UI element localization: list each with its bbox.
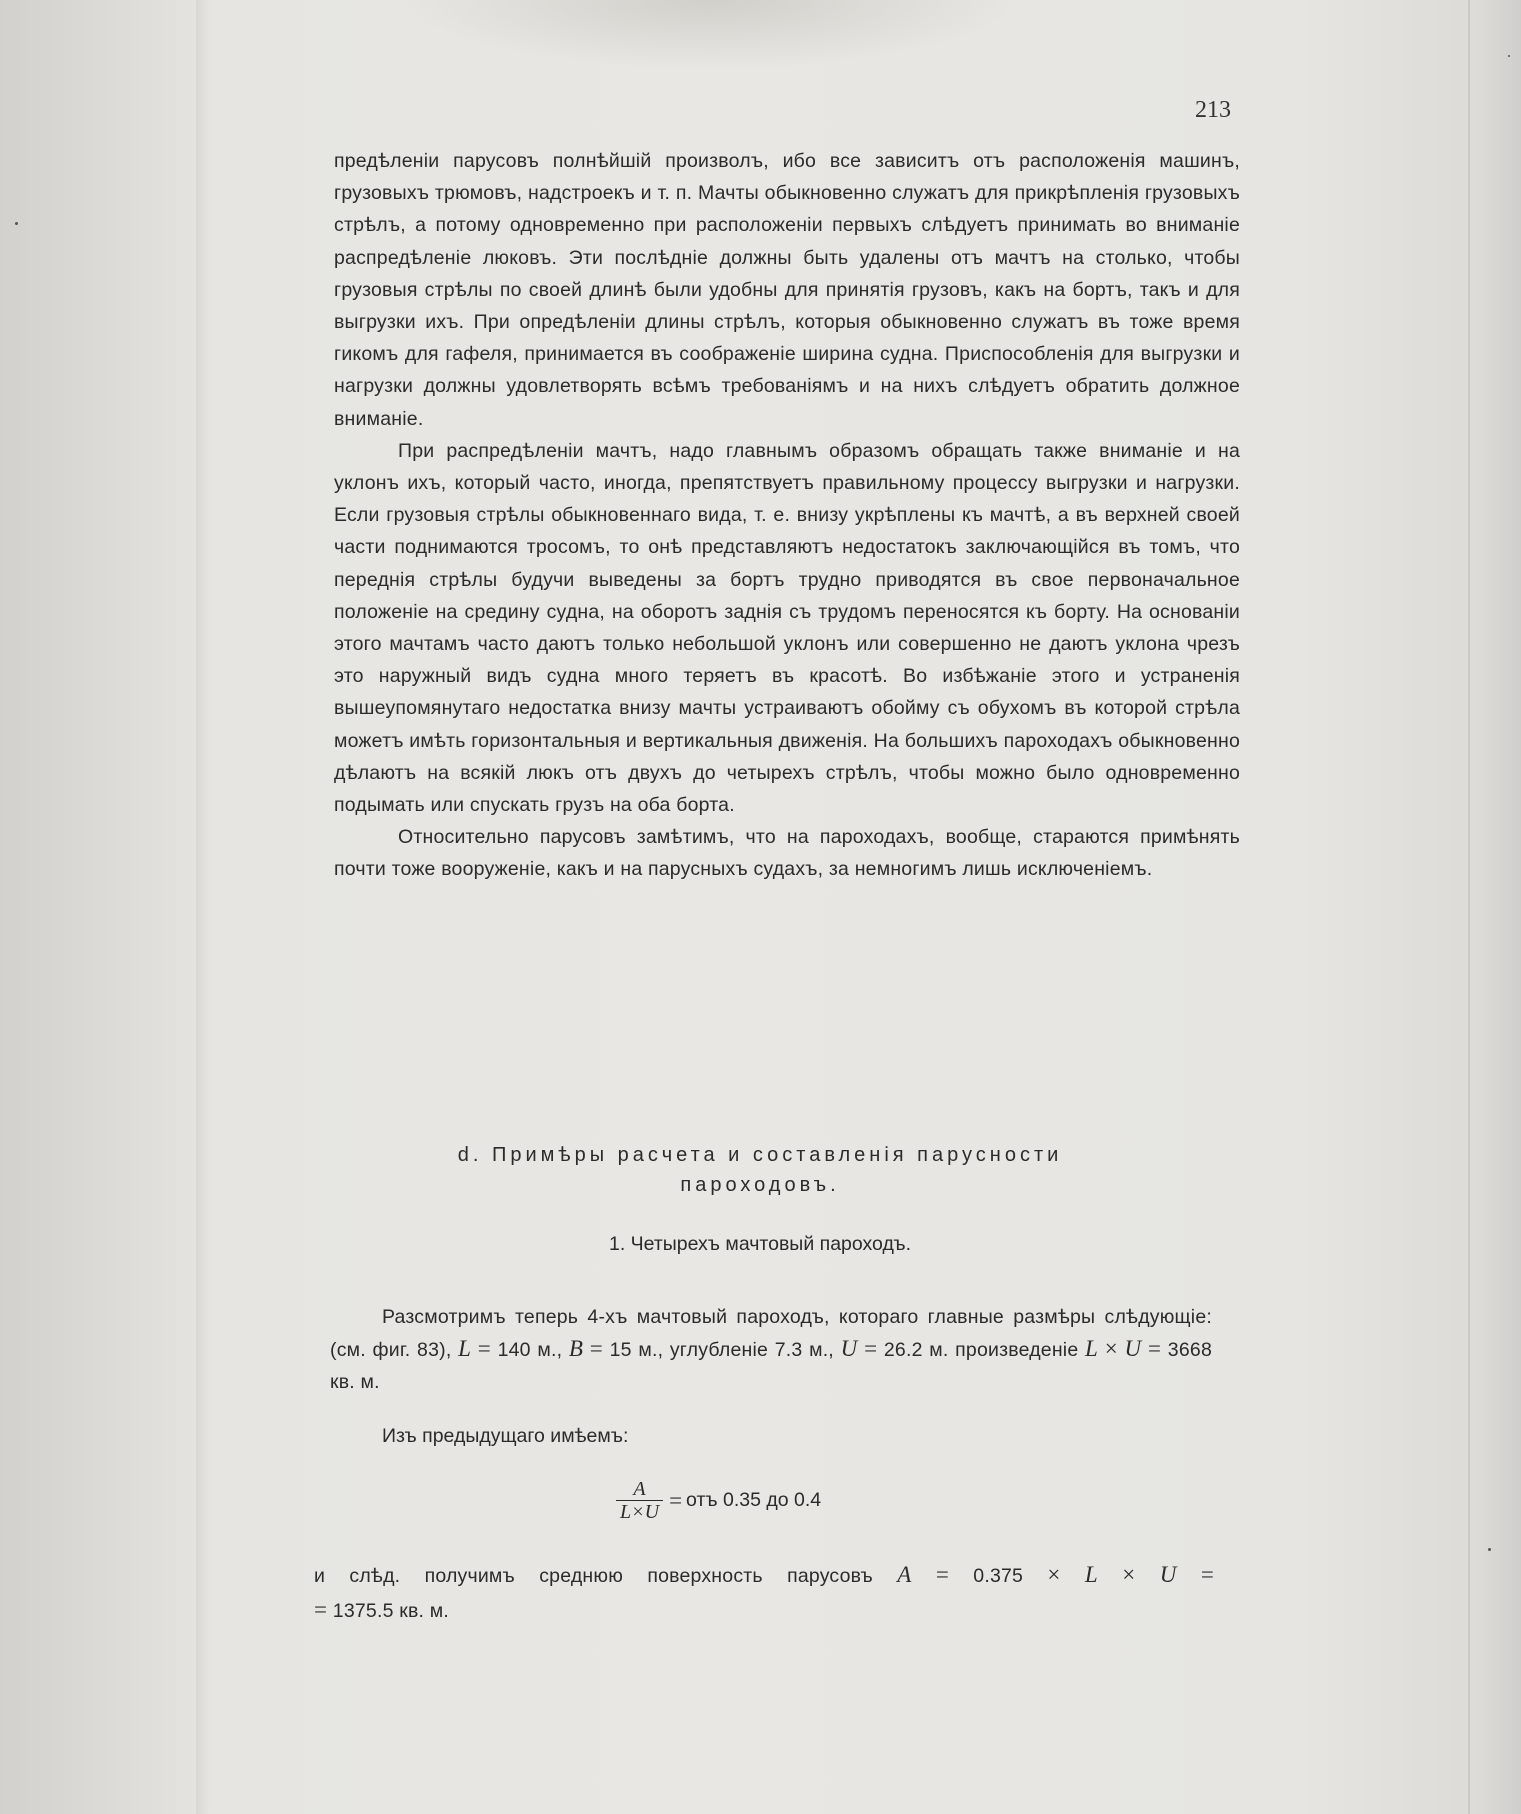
math-equals: = <box>477 1336 491 1361</box>
body-text <box>334 145 1240 886</box>
beam-value: 15 м., углубленіе 7.3 м., <box>602 1339 841 1361</box>
section-heading-line-1: d. Примѣры расчета и составленія парусности <box>457 1144 1063 1166</box>
math-U: U <box>1159 1562 1177 1587</box>
example-text: Разсмотримъ теперь 4-хъ мачтовый пароходъ, котораго главные размѣры слѣдующіе: (см. фиг. 83), <box>330 1306 1212 1361</box>
math-equals: = <box>1200 1562 1214 1587</box>
formula-range: отъ 0.35 до 0.4 <box>686 1489 822 1511</box>
ratio-formula <box>616 1478 821 1523</box>
math-L: L <box>458 1336 472 1361</box>
fraction-denominator: L×U <box>616 1500 663 1523</box>
u-value: 26.2 м. произведеніе <box>877 1339 1086 1361</box>
section-heading <box>380 1140 1140 1200</box>
math-equals: = <box>589 1336 603 1361</box>
example-paragraph <box>330 1301 1212 1398</box>
section-heading-line-2: пароходовъ. <box>680 1174 840 1196</box>
page-edge-line <box>1468 0 1470 1814</box>
result-text: и слѣд. получимъ среднюю поверхность парусовъ <box>314 1565 898 1587</box>
dust-speck <box>1488 1548 1491 1551</box>
length-value: 140 м., <box>490 1339 569 1361</box>
math-equals: = <box>1147 1336 1162 1361</box>
formula-intro: Изъ предыдущаго имѣемъ: <box>382 1425 629 1447</box>
math-equals: = <box>314 1597 328 1622</box>
math-U: U <box>1124 1336 1142 1361</box>
subsection-heading: 1. Четырехъ мачтовый пароходъ. <box>608 1233 912 1255</box>
math-A: A <box>897 1562 912 1587</box>
coefficient: 0.375 <box>949 1565 1048 1587</box>
math-equals: = <box>864 1336 878 1361</box>
math-L: L <box>1085 1336 1099 1361</box>
math-times: × <box>1047 1562 1061 1587</box>
math-L: L <box>1084 1562 1098 1587</box>
math-times: × <box>1122 1562 1136 1587</box>
paragraph-1: предѣленіи парусовъ полнѣйшій произволъ, ибо все зависитъ отъ расположенія машинъ, грузовыхъ трюмовъ, надстроекъ и т. п. Мачты обыкновенно служатъ для прикрѣпленія грузовыхъ стрѣлъ, а потому одновременно при расположеніи первыхъ слѣдуетъ принимать во вниманіе распредѣленіе люковъ. Эти послѣдніе должны быть удалены отъ мачтъ на столько, чтобы грузовыя стрѣлы по своей длинѣ были удобны для принятія грузовъ, какъ на бортъ, такъ и для выгрузки ихъ. При опредѣленіи длины стрѣлъ, которыя обыкновенно служатъ въ тоже время гикомъ для гафеля, принимается въ соображеніе ширина судна. Приспособленія для выгрузки и нагрузки должны удовлетворять всѣмъ требованіямъ и на нихъ слѣдуетъ обратить должное вниманіе. <box>334 150 1240 430</box>
result-value: 1375.5 кв. м. <box>327 1600 449 1622</box>
page-number: 213 <box>1195 97 1231 123</box>
fraction <box>616 1478 663 1523</box>
dust-speck <box>1508 55 1510 57</box>
math-U: U <box>840 1336 858 1361</box>
paragraph-3: Относительно парусовъ замѣтимъ, что на пароходахъ, вообще, стараются примѣнять почти тоже вооруженіе, какъ и на парусныхъ судахъ, за немногимъ лишь исключеніемъ. <box>334 826 1240 881</box>
paper-stain <box>400 0 1020 70</box>
result-paragraph <box>314 1558 1214 1628</box>
math-times: × <box>1104 1336 1118 1361</box>
product-value: 3668 кв. м. <box>330 1339 1212 1393</box>
math-equals: = <box>935 1562 949 1587</box>
page-fold-shadow <box>196 0 210 1814</box>
formula-equals: = <box>669 1487 683 1513</box>
dust-speck <box>15 222 18 225</box>
paragraph-2: При распредѣленіи мачтъ, надо главнымъ образомъ обращать также вниманіе и на уклонъ ихъ, который часто, иногда, препятствуетъ правильному процессу выгрузки и нагрузки. Если грузовыя стрѣлы обыкновеннаго вида, т. е. внизу укрѣплены къ мачтѣ, а въ верхней своей части поднимаются тросомъ, то онѣ представляютъ недостатокъ заключающійся въ томъ, что переднія стрѣлы будучи выведены за бортъ трудно приводятся въ свое первоначальное положеніе на средину судна, на оборотъ заднія съ трудомъ переносятся къ борту. На основаніи этого мачтамъ часто даютъ только небольшой уклонъ или совершенно не даютъ уклона чрезъ это наружный видъ судна много теряетъ въ красотѣ. Во избѣжаніе этого и устраненія вышеупомянутаго недостатка внизу мачты устраиваютъ обойму съ обухомъ въ которой стрѣла можетъ имѣть горизонтальныя и вертикальныя движенія. На большихъ пароходахъ обыкновенно дѣлаютъ на всякій люкъ отъ двухъ до четырехъ стрѣлъ, чтобы можно было одновременно подымать или спускать грузъ на оба борта. <box>334 439 1240 817</box>
math-B: B <box>568 1336 584 1361</box>
fraction-numerator: A <box>633 1478 646 1500</box>
